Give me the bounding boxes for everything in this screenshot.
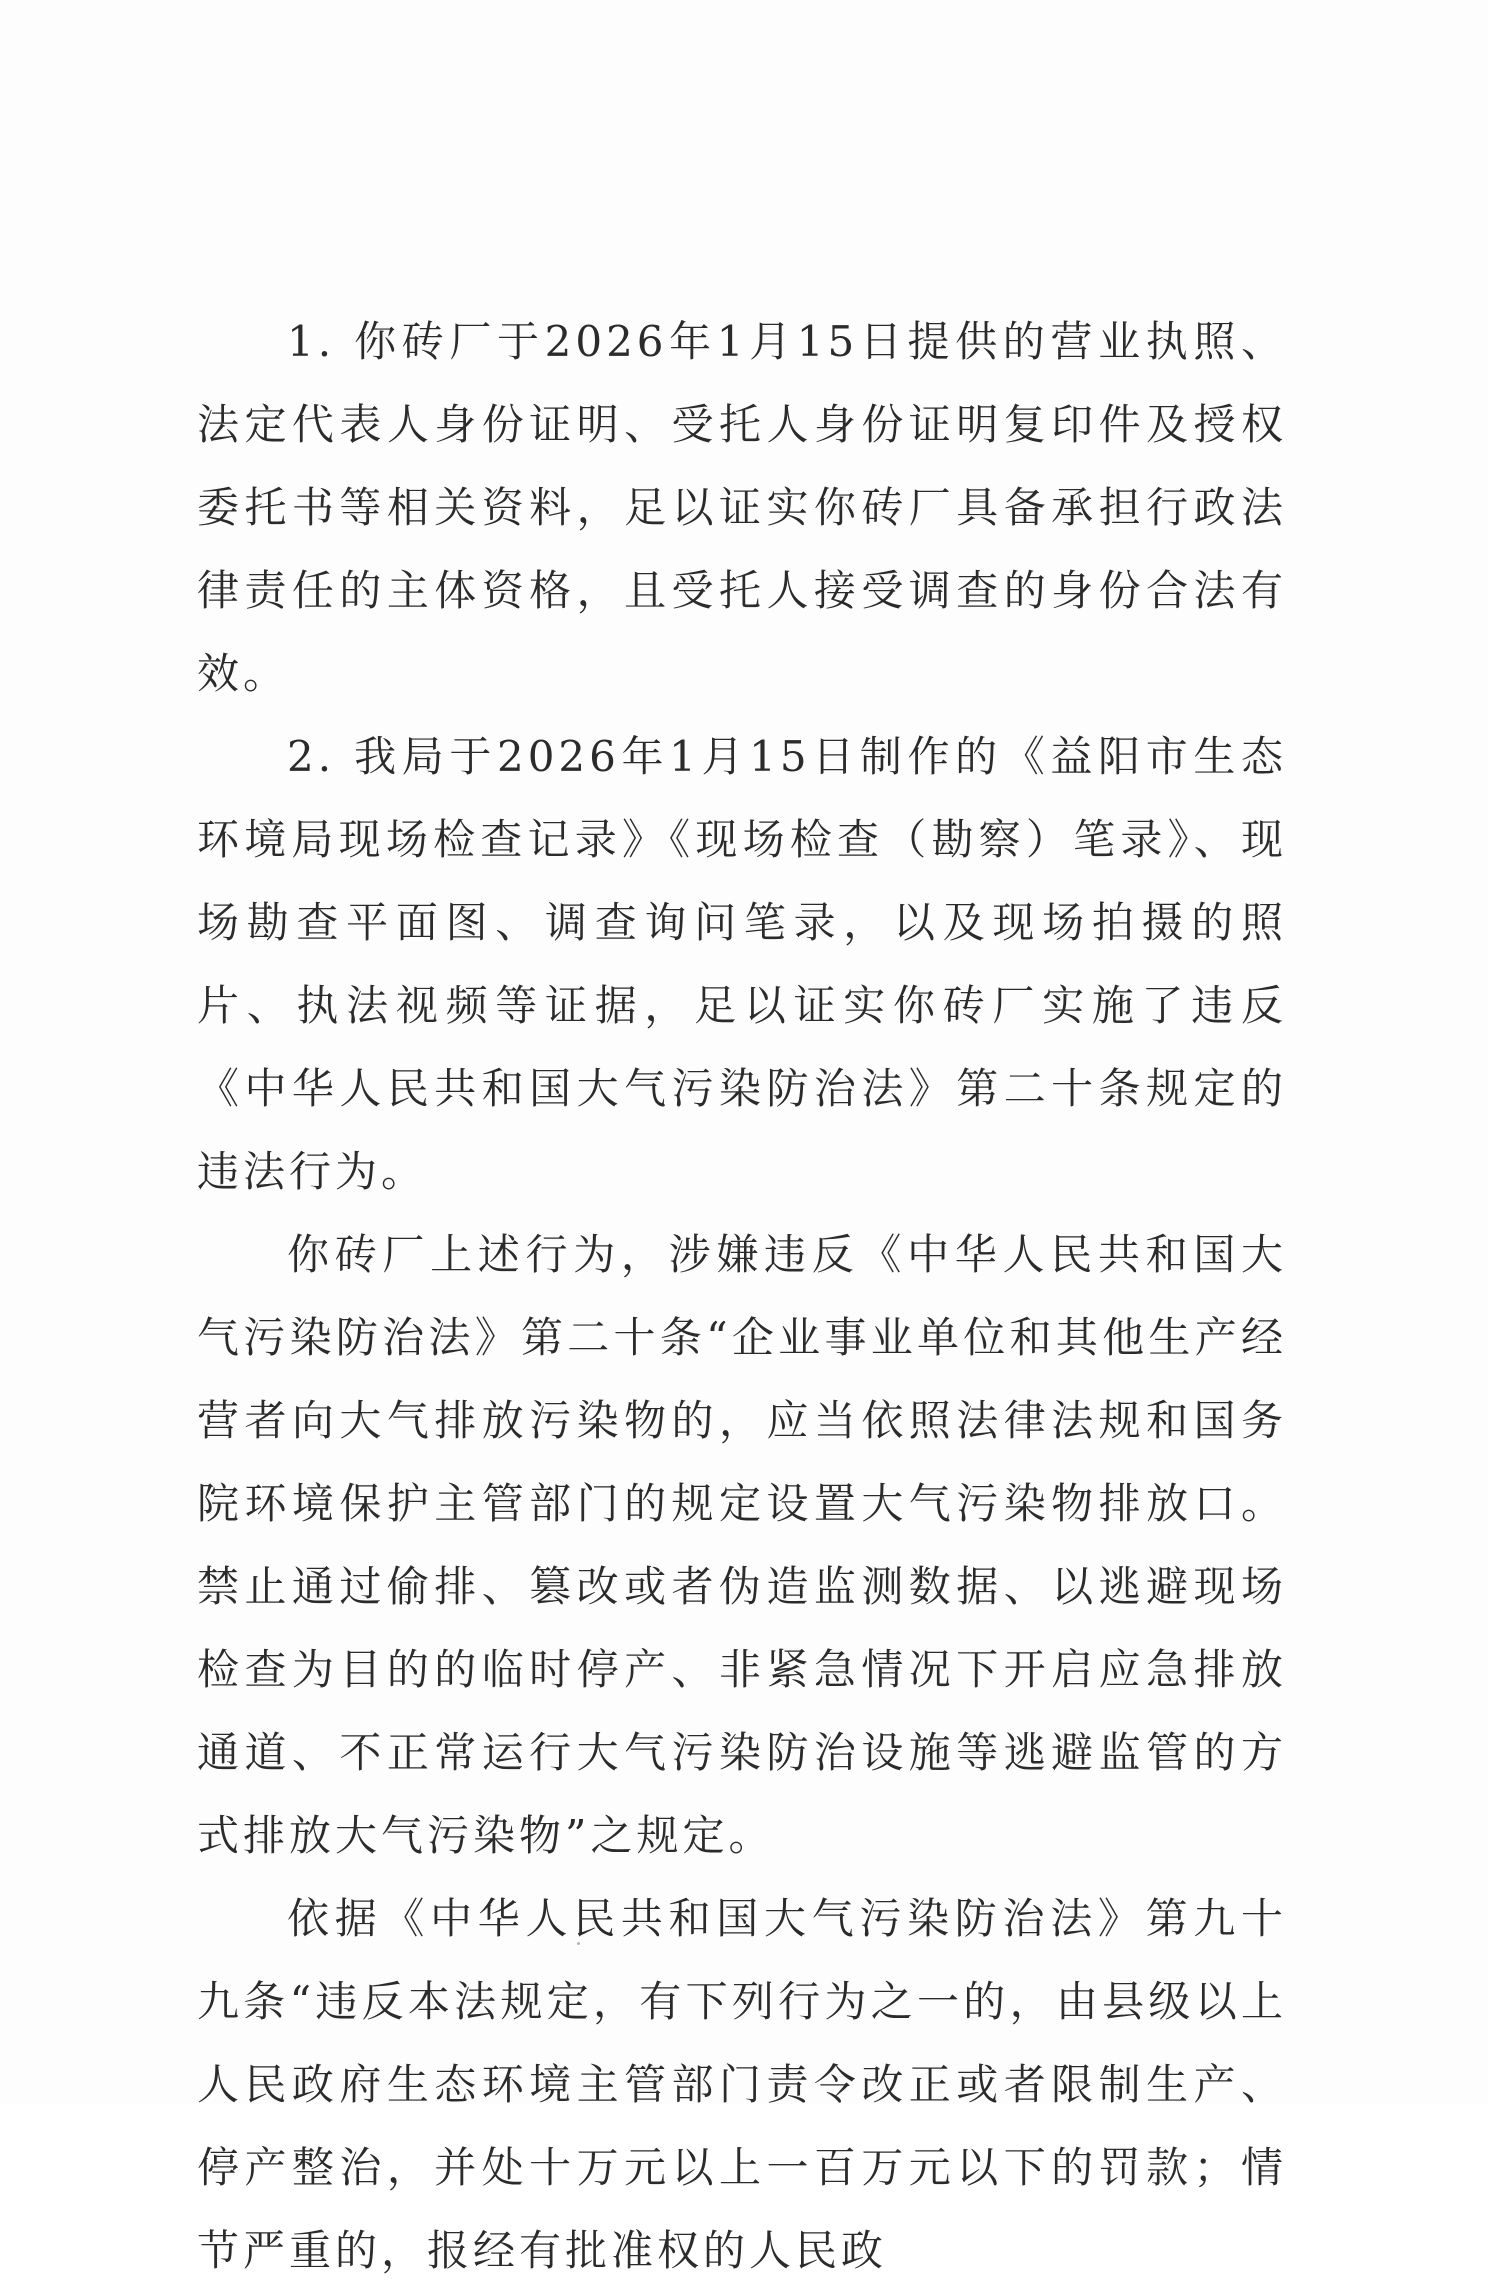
- document-body: [197, 300, 1287, 2292]
- paragraph-violation: 你砖厂上述行为，涉嫌违反《中华人民共和国大气污染防治法》第二十条“企业事业单位和其他生产经营者向大气排放污染物的，应当依照法律法规和国务院环境保护主管部门的规定设置大气污染物排放口。禁止通过偷排、篡改或者伪造监测数据、以逃避现场检查为目的的临时停产、非紧急情况下开启应急排放通道、不正常运行大气污染防治设施等逃避监管的方式排放大气污染物”之规定。: [197, 1230, 1287, 1860]
- paragraph-legal-basis: 依据《中华人民共和国大气污染防治法》第九十九条“违反本法规定，有下列行为之一的，由县级以上人民政府生态环境主管部门责令改正或者限制生产、停产整治，并处十万元以上一百万元以下的罚款；情节严重的，报经有批准权的人民政: [197, 1894, 1287, 2275]
- paragraph-evidence-2: 2. 我局于2026年1月15日制作的《益阳市生态环境局现场检查记录》《现场检查（勘察）笔录》、现场勘查平面图、调查询问笔录，以及现场拍摄的照片、执法视频等证据，足以证实你砖厂实施了违反《中华人民共和国大气污染防治法》第二十条规定的违法行为。: [197, 732, 1287, 1196]
- paragraph-evidence-1: 1. 你砖厂于2026年1月15日提供的营业执照、法定代表人身份证明、受托人身份证明复印件及授权委托书等相关资料，足以证实你砖厂具备承担行政法律责任的主体资格，且受托人接受调查的身份合法有效。: [197, 317, 1287, 698]
